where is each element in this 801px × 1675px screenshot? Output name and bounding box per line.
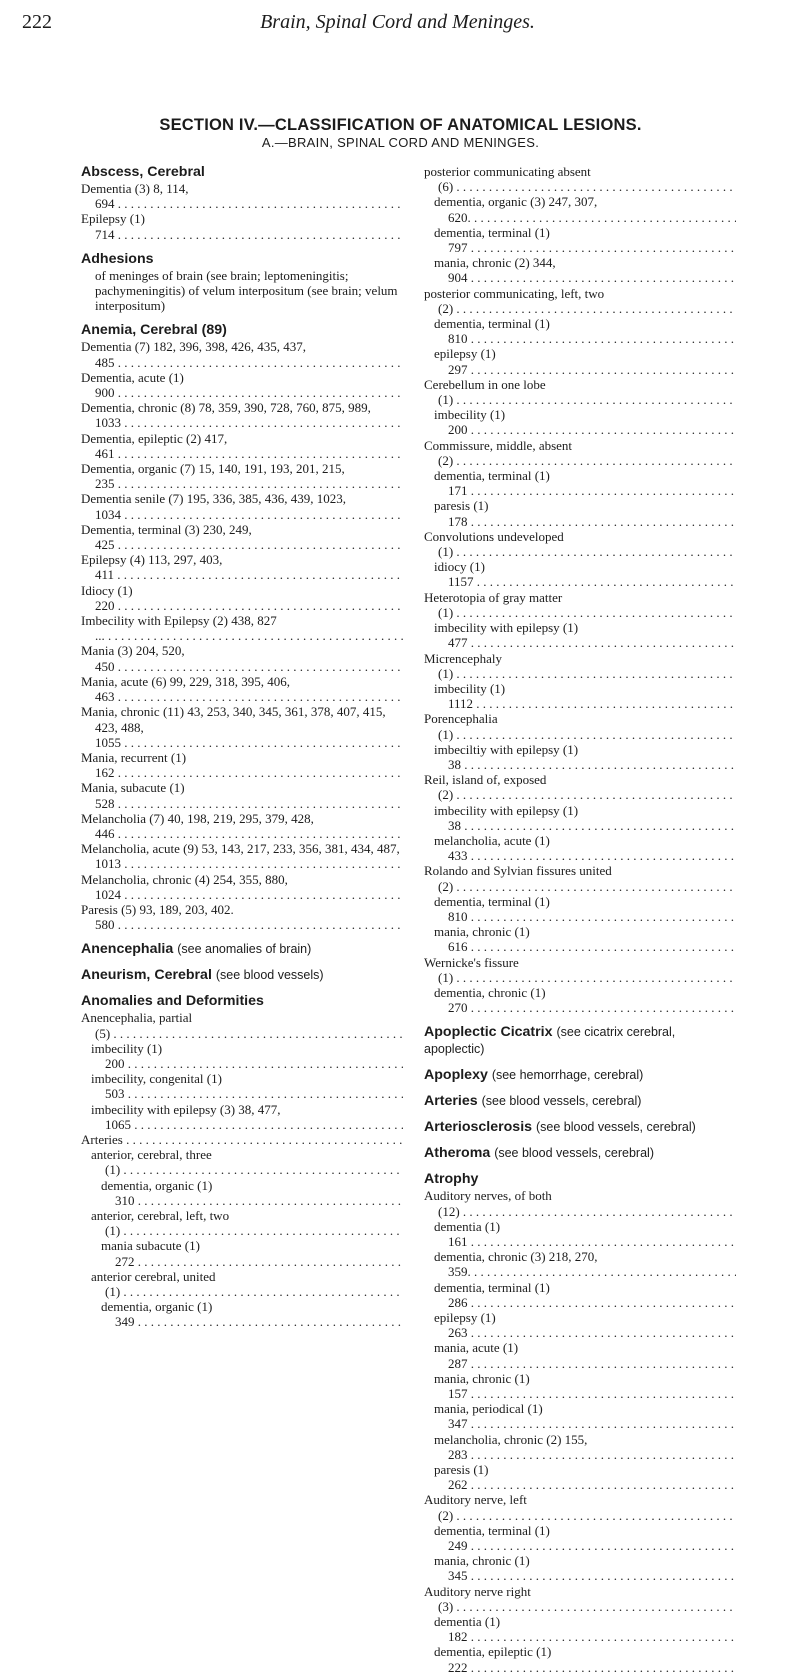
index-entry: Convolutions undeveloped (1) . . . [424, 529, 736, 559]
index-subentry: dementia, terminal (1) 171 . . . [424, 468, 736, 498]
index-entry: Auditory nerve right (3) . . . [424, 1584, 736, 1614]
index-subentry: dementia, organic (1) 310 . . . [81, 1178, 403, 1208]
index-heading [81, 967, 403, 984]
index-entry: Commissure, middle, absent (2) . . . [424, 438, 736, 468]
index-subentry: dementia, organic (3) 247, 307, 620. . . . [424, 194, 736, 224]
section-subtitle: A.—BRAIN, SPINAL CORD AND MENINGES. [261, 135, 540, 150]
index-entry: Dementia, terminal (3) 230, 249, 425 . . . [81, 522, 403, 552]
index-heading [424, 1093, 736, 1110]
index-subentry: epilepsy (1) 297 . . . [424, 346, 736, 376]
heading-text: Anencephalia [81, 941, 174, 958]
index-note: of meninges of brain (see brain; leptomeningitis; pachymeningitis) of velum interpositum (see brain; velum interpositum) [95, 267, 398, 314]
index-heading [81, 322, 403, 339]
heading-cross-reference: (see blood vessels, cerebral) [494, 1146, 654, 1161]
index-entry: Cerebellum in one lobe (1) . . . [424, 377, 736, 407]
heading-cross-reference: (see cicatrix cerebral, apoplectic) [424, 1025, 676, 1057]
index-entry: Mania, acute (6) 99, 229, 318, 395, 406, 463 . . . [81, 674, 403, 704]
index-subentry: mania, chronic (1) 345 . . . [424, 1553, 736, 1583]
index-entry: Reil, island of, exposed (2) . . . [424, 772, 736, 802]
heading-cross-reference: (see blood vessels) [215, 968, 324, 983]
index-entry: posterior communicating, left, two (2) . . . [424, 286, 736, 316]
heading-text: Anomalies and Deformities [81, 993, 264, 1010]
index-entry: Mania, chronic (11) 43, 253, 340, 345, 361, 378, 407, 415, 423, 488, 1055 . . . [81, 704, 403, 750]
index-heading [81, 993, 403, 1010]
index-subentry: imbecility with epilepsy (3) 38, 477, 1065 . . . [81, 1102, 403, 1132]
heading-cross-reference: (see blood vessels, cerebral) [481, 1094, 642, 1109]
index-entry: Dementia (3) 8, 114, 694 . . . [81, 181, 403, 211]
heading-text: Arteries [424, 1093, 478, 1110]
index-entry: Dementia, chronic (8) 78, 359, 390, 728, 760, 875, 989, 1033 . . . [81, 400, 403, 430]
index-entry: Epilepsy (4) 113, 297, 403, 411 . . . [81, 552, 403, 582]
left-column [81, 164, 403, 1330]
index-subentry: imbecility (1) 200 . . . [424, 407, 736, 437]
index-subentry: paresis (1) 262 . . . [424, 1462, 736, 1492]
index-subentry: anterior, cerebral, left, two (1) . . . [81, 1208, 403, 1238]
page-number: 222 [22, 11, 52, 33]
index-heading [424, 1119, 736, 1136]
index-subentry: dementia (1) 182 . . . [424, 1614, 736, 1644]
index-subentry: imbeciltiy with epilepsy (1) 38 . . . [424, 742, 736, 772]
index-entry: Dementia, acute (1) 900 . . . [81, 370, 403, 400]
index-subentry: anterior, cerebral, three (1) . . . [81, 1147, 403, 1177]
heading-text: Abscess, Cerebral [81, 164, 205, 180]
index-entry: Auditory nerve, left (2) . . . [424, 1492, 736, 1522]
heading-text: Atrophy [424, 1171, 479, 1188]
index-subentry: imbecility, congenital (1) 503 . . . [81, 1071, 403, 1101]
heading-text: Anemia, Cerebral (89) [81, 322, 227, 339]
heading-text: Aneurism, Cerebral [81, 967, 212, 984]
index-entry: Mania (3) 204, 520, 450 . . . [81, 643, 403, 673]
index-entry: Mania, subacute (1) 528 . . . [81, 780, 403, 810]
index-entry: Dementia, epileptic (2) 417, 461 . . . [81, 431, 403, 461]
index-entry: Wernicke's fissure (1) . . . [424, 955, 736, 985]
index-heading [81, 941, 403, 958]
index-entry: posterior communicating absent (6) . . . [424, 164, 736, 194]
index-entry: Auditory nerves, of both (12) . . . [424, 1188, 736, 1218]
index-entry: Melancholia (7) 40, 198, 219, 295, 379, 428, 446 . . . [81, 811, 403, 841]
heading-text: Atheroma [424, 1145, 491, 1162]
index-subentry: dementia, terminal (1) 810 . . . [424, 316, 736, 346]
index-heading [424, 1024, 736, 1058]
index-entry: Imbecility with Epilepsy (2) 438, 827 ... . . . [81, 613, 403, 643]
index-entry: Anencephalia, partial (5) . . . [81, 1010, 403, 1040]
index-entry: Melancholia, chronic (4) 254, 355, 880, 1024 . . . [81, 872, 403, 902]
heading-text: Apoplexy [424, 1067, 488, 1084]
index-subentry: dementia, terminal (1) 797 . . . [424, 225, 736, 255]
index-subentry: mania, chronic (2) 344, 904 . . . [424, 255, 736, 285]
heading-cross-reference: (see anomalies of brain) [177, 942, 312, 957]
index-subentry: anterior cerebral, united (1) . . . [81, 1269, 403, 1299]
index-subentry: idiocy (1) 1157 . . . [424, 559, 736, 589]
index-subentry: epilepsy (1) 263 . . . [424, 1310, 736, 1340]
index-subentry: mania, chronic (1) 616 . . . [424, 924, 736, 954]
heading-text: Apoplectic Cicatrix [424, 1024, 553, 1041]
index-entry: Micrencephaly (1) . . . [424, 651, 736, 681]
index-entry: Dementia, organic (7) 15, 140, 191, 193, 201, 215, 235 . . . [81, 461, 403, 491]
index-subentry: dementia, terminal (1) 286 . . . [424, 1280, 736, 1310]
index-subentry: imbecility with epilepsy (1) 38 . . . [424, 803, 736, 833]
index-entry: Epilepsy (1) 714 . . . [81, 211, 403, 241]
index-subentry: dementia, epileptic (1) 222 . . . [424, 1644, 736, 1674]
index-subentry: melancholia, acute (1) 433 . . . [424, 833, 736, 863]
index-heading [424, 1145, 736, 1162]
heading-text: Arteriosclerosis [424, 1119, 533, 1136]
heading-cross-reference: (see hemorrhage, cerebral) [491, 1068, 644, 1083]
index-entry: Paresis (5) 93, 189, 203, 402. 580 . . . [81, 902, 403, 932]
running-title: Brain, Spinal Cord and Meninges. [260, 11, 535, 33]
running-head [22, 10, 773, 34]
heading-text: Adhesions [81, 250, 154, 267]
index-entry: Rolando and Sylvian fissures united (2) . . . [424, 863, 736, 893]
index-subentry: dementia, chronic (1) 270 . . . [424, 985, 736, 1015]
index-subentry: melancholia, chronic (2) 155, 283 . . . [424, 1432, 736, 1462]
heading-cross-reference: (see blood vessels, cerebral) [536, 1120, 696, 1135]
index-entry: Porencephalia (1) . . . [424, 711, 736, 741]
index-subentry: dementia, organic (1) 349 . . . [81, 1299, 403, 1329]
index-entry: Dementia (7) 182, 396, 398, 426, 435, 437, 485 . . . [81, 339, 403, 369]
index-subentry: imbecility (1) 1112 . . . [424, 681, 736, 711]
index-heading [81, 164, 403, 181]
index-subentry: mania subacute (1) 272 . . . [81, 1238, 403, 1268]
index-subentry: dementia, chronic (3) 218, 270, 359. . . . [424, 1249, 736, 1279]
index-heading [81, 251, 403, 268]
index-entry: Idiocy (1) 220 . . . [81, 583, 403, 613]
index-entry: Dementia senile (7) 195, 336, 385, 436, 439, 1023, 1034 . . . [81, 491, 403, 521]
index-entry: Arteries . . . [81, 1132, 403, 1147]
index-subentry: imbecility (1) 200 . . . [81, 1041, 403, 1071]
index-subentry: paresis (1) 178 . . . [424, 498, 736, 528]
index-subentry: dementia (1) 161 . . . [424, 1219, 736, 1249]
index-entry: Heterotopia of gray matter (1) . . . [424, 590, 736, 620]
index-heading [424, 1067, 736, 1084]
right-column [424, 164, 736, 1675]
index-entry: Mania, recurrent (1) 162 . . . [81, 750, 403, 780]
index-subentry: mania, chronic (1) 157 . . . [424, 1371, 736, 1401]
index-heading [424, 1171, 736, 1188]
index-subentry: imbecility with epilepsy (1) 477 . . . [424, 620, 736, 650]
index-subentry: dementia, terminal (1) 249 . . . [424, 1523, 736, 1553]
section-title: SECTION IV.—CLASSIFICATION OF ANATOMICAL LESIONS. [159, 116, 642, 134]
index-subentry: mania, acute (1) 287 . . . [424, 1340, 736, 1370]
index-entry: Melancholia, acute (9) 53, 143, 217, 233, 356, 381, 434, 487, 1013 . . . [81, 841, 403, 871]
index-subentry: dementia, terminal (1) 810 . . . [424, 894, 736, 924]
index-subentry: mania, periodical (1) 347 . . . [424, 1401, 736, 1431]
